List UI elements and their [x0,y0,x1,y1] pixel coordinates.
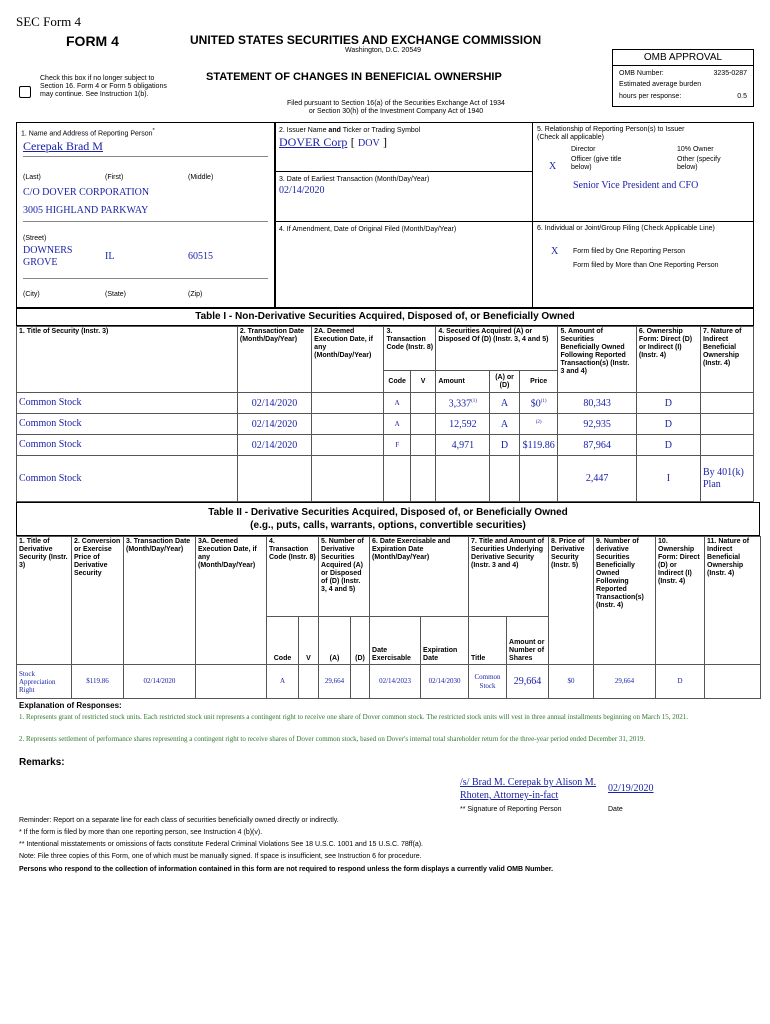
last-label: (Last) [23,174,41,181]
checkbox-text: Check this box if no longer subject to Section 16. Form 4 or Form 5 obligations may continue. See Instruction 1(b). [40,75,167,98]
t1-h5: 5. Amount of Securities Beneficially Owned Following Reported Transaction(s) (Instr. 3 and 4) [558,327,636,393]
zip-label: (Zip) [188,291,203,298]
table-row [17,456,754,502]
street-label: (Street) [23,235,47,242]
omb-approval-box [612,49,754,107]
transaction-date: 02/14/2020 [124,665,196,699]
table2-title: Table II - Derivative Securities Acquired, Disposed of, or Beneficially Owned (e.g., puts, calls, warrants, options, convertible securities) [16,502,760,536]
footer-multiple: * If the form is filed by more than one reporting person, see Instruction 4 (b)(v). [19,829,263,836]
security-title: Common Stock [17,393,238,414]
expiration-date: 02/14/2030 [421,665,469,699]
divider [23,221,268,222]
table-row [17,435,754,456]
t1-h2a: 2A. Deemed Execution Date, if any (Month/Day/Year) [312,327,384,393]
reporting-person-name[interactable]: Cerepak Brad M [23,139,103,153]
officer-mark[interactable]: X [549,161,557,172]
divider [23,156,268,157]
amount: 12,592 [436,414,490,435]
officer-title: Senior Vice President and CFO [573,180,699,191]
footnote-1: 1. Represents grant of restricted stock units. Each restricted stock unit represents a contingent right to receive one share of Dover common stock. The restricted stock units will vest in three annual installments beginning on March 15, 2021. [19,713,688,721]
zip-value: 60515 [188,251,213,262]
transaction-date: 02/14/2020 [237,393,311,414]
omb-number-value: 3235-0287 [713,70,747,77]
ten-pct-label: 10% Owner [677,146,714,153]
state-label: (State) [105,291,127,298]
transaction-code: A [384,393,410,414]
t2-a: (A) [319,617,351,665]
a-or-d: D [490,435,520,456]
other-label: Other (specify below) [677,156,721,171]
t2-h1: 1. Title of Derivative Security (Instr. 3) [17,537,72,665]
t2-h10: 10. Ownership Form: Direct (D) or Indirect (I) (Instr. 4) [656,537,705,665]
transaction-date: 02/14/2020 [237,435,311,456]
t1-aord: (A) or (D) [490,371,520,393]
box6-label: 6. Individual or Joint/Group Filing (Check Applicable Line) [537,225,715,232]
remarks-title: Remarks: [19,757,65,768]
omb-number-label: OMB Number: [619,70,664,77]
t2-h3: 3. Transaction Date (Month/Day/Year) [124,537,196,665]
transaction-code: A [267,665,299,699]
omb-burden-label: Estimated average burden [619,81,702,88]
t2-h4: 4. Transaction Code (Instr. 8) [267,537,319,617]
one-person-label: Form filed by One Reporting Person [573,248,686,255]
t2-h11: 11. Nature of Indirect Beneficial Ownership (Instr. 4) [705,537,761,665]
t2-amount-shares: Amount or Number of Shares [507,617,549,665]
table-row [17,665,761,699]
footnote-2: 2. Represents settlement of performance shares representing a contingent right to receive shares of Dover common stock, based on Dover's internal total shareholder return for the three-year period ended December 31, 2019. [19,735,646,743]
filed-pursuant: Filed pursuant to Section 16(a) of the Securities Exchange Act of 1934 or Section 30(h) of the Investment Company Act of 1940 [287,100,505,115]
transaction-code: A [384,414,410,435]
address-line2: 3005 HIGHLAND PARKWAY [23,205,149,216]
address-line1: C/O DOVER CORPORATION [23,187,150,198]
commission-title: UNITED STATES SECURITIES AND EXCHANGE COMMISSION [190,33,542,47]
signature-date: 02/19/2020 [608,783,654,794]
more-person-label: Form filed by More than One Reporting Person [573,262,719,269]
price: (2) [519,414,558,435]
city-value: DOWNERS GROVE [23,245,73,268]
signature: /s/ Brad M. Cerepak by Alison M. Rhoten, Attorney-in-fact [460,777,597,801]
section16-checkbox[interactable] [19,86,31,98]
earliest-date: 02/14/2020 [279,185,325,196]
city-label: (City) [23,291,40,298]
t1-v: V [410,371,435,393]
ticker: DOV [358,138,380,149]
security-title: Common Stock [17,414,238,435]
table-row [17,393,754,414]
box5-label: 5. Relationship of Reporting Person(s) to Issuer (Check all applicable) [537,126,685,141]
sec-form-label: SEC Form 4 [16,14,82,29]
t2-h2: 2. Conversion or Exercise Price of Derivative Security [72,537,124,665]
price: $0$^{(1)}$ [519,393,558,414]
t2-h5: 5. Number of Derivative Securities Acquired (A) or Disposed of (D) (Instr. 3, 4 and 5) [319,537,370,617]
explanation-title: Explanation of Responses: [19,701,122,710]
t2-exp: Expiration Date [421,617,469,665]
t1-h6: 6. Ownership Form: Direct (D) or Indirect (I) (Instr. 4) [636,327,700,393]
t1-h2: 2. Transaction Date (Month/Day/Year) [237,327,311,393]
t2-d: (D) [351,617,370,665]
ownership-form: D [636,414,700,435]
derivative-title: Stock Appreciation Right [17,665,72,699]
t2-h6: 6. Date Exercisable and Expiration Date (Month/Day/Year) [370,537,469,617]
a-or-d: A [490,414,520,435]
t1-h1: 1. Title of Security (Instr. 3) [17,327,238,393]
amount-owned: 92,935 [558,414,636,435]
footer-misstatements: ** Intentional misstatements or omissions of facts constitute Federal Criminal Violations See 18 U.S.C. 1001 and 15 U.S.C. 78ff(a). [19,841,423,848]
ownership-form: D [636,435,700,456]
date-exercisable: 02/14/2023 [370,665,421,699]
transaction-code: F [384,435,410,456]
amount-owned: 80,343 [558,393,636,414]
acquired-amount: 29,664 [319,665,351,699]
table-row [17,414,754,435]
box4-label: 4. If Amendment, Date of Original Filed (Month/Day/Year) [279,226,457,233]
t1-h7: 7. Nature of Indirect Beneficial Ownership (Instr. 4) [700,327,753,393]
omb-title: OMB APPROVAL [613,50,753,66]
form-label: FORM 4 [66,33,119,49]
transaction-date: 02/14/2020 [237,414,311,435]
footer-note: Note: File three copies of this Form, one of which must be manually signed. If space is insufficient, see Instruction 6 for procedure. [19,853,422,860]
one-person-mark[interactable]: X [551,246,559,257]
t2-v: V [299,617,319,665]
t2-h7: 7. Title and Amount of Securities Underlying Derivative Security (Instr. 3 and 4) [469,537,549,617]
ownership-form: I [636,456,700,502]
footer-reminder: Reminder: Report on a separate line for each class of securities beneficially owned directly or indirectly. [19,817,339,824]
nature-of-ownership: By 401(k) Plan [700,456,753,502]
footer-omb: Persons who respond to the collection of information contained in this form are not required to respond unless the form displays a currently valid OMB Number. [19,866,554,873]
box1-label: 1. Name and Address of Reporting Person* [21,128,155,138]
price: $119.86 [519,435,558,456]
t2-code: Code [267,617,299,665]
omb-hours-value: 0.5 [737,93,747,100]
director-label: Director [571,146,596,153]
table1 [16,326,754,502]
issuer-name-line: DOVER Corp [ DOV ] [279,135,388,149]
a-or-d: A [490,393,520,414]
t2-h3a: 3A. Deemed Execution Date, if any (Month/Day/Year) [196,537,267,665]
derivative-price: $0 [549,665,594,699]
amount-owned: 2,447 [558,456,636,502]
box2-label: 2. Issuer Name and Ticker or Trading Symbol [279,127,421,134]
amendment-box [275,221,533,308]
t2-title: Title [469,617,507,665]
table2 [16,536,761,699]
t2-date-ex: Date Exercisable [370,617,421,665]
underlying-title: Common Stock [469,665,507,699]
divider [23,278,268,279]
state-value: IL [105,251,115,262]
ownership-form: D [656,665,705,699]
exercise-price: $119.86 [72,665,124,699]
underlying-amount: 29,664 [507,665,549,699]
signature-label: ** Signature of Reporting Person [460,806,562,813]
t1-h4: 4. Securities Acquired (A) or Disposed Of (D) (Instr. 3, 4 and 5) [436,327,558,371]
middle-label: (Middle) [188,174,214,181]
amount: 4,971 [436,435,490,456]
amount: 3,337$^{(1)}$ [436,393,490,414]
t1-code: Code [384,371,410,393]
amount-owned: 87,964 [558,435,636,456]
location: Washington, D.C. 20549 [345,47,422,54]
date-label: Date [608,806,623,813]
table1-title: Table I - Non-Derivative Securities Acquired, Disposed of, or Beneficially Owned [16,308,754,326]
ownership-form: D [636,393,700,414]
t1-amount: Amount [436,371,490,393]
t1-h3: 3. Transaction Code (Instr. 8) [384,327,436,371]
officer-label: Officer (give title below) [571,156,622,171]
t2-h8: 8. Price of Derivative Security (Instr. 5) [549,537,594,665]
issuer-name[interactable]: DOVER Corp [279,135,348,149]
security-title: Common Stock [17,456,238,502]
security-title: Common Stock [17,435,238,456]
amount-owned: 29,664 [594,665,656,699]
t2-h9: 9. Number of derivative Securities Beneficially Owned Following Reported Transaction(s) (Instr. 4) [594,537,656,665]
box3-label: 3. Date of Earliest Transaction (Month/Day/Year) [279,176,430,183]
first-label: (First) [105,174,124,181]
statement-title: STATEMENT OF CHANGES IN BENEFICIAL OWNERSHIP [206,71,502,83]
omb-hours-label: hours per response: [619,93,682,100]
t1-price: Price [519,371,558,393]
